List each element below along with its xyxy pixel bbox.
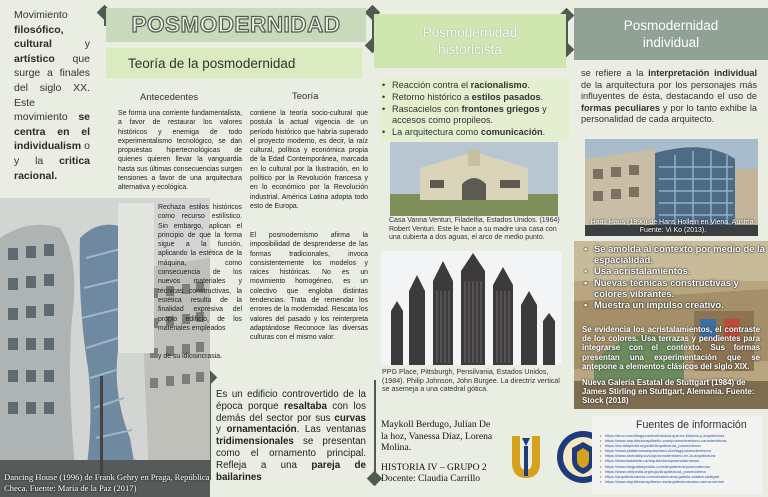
group-label: HISTORIA IV – GRUPO 2 [381, 461, 487, 473]
reference-link[interactable]: • https://www.archdaily.co/co/posmodernismo-en-la-arquitectura [600, 453, 758, 458]
vanna-venturi-caption: Casa Vanna Venturi, Filadelfia, Estados Unidos. (1964) Robert Venturi. Este le hace a su madre una casa con una cubierta a dos aguas, el arco de medio punto. [389, 217, 560, 242]
references-list [600, 433, 758, 491]
teacher-label: Docente: Claudia Carrillo [381, 473, 481, 485]
subtitle-banner [106, 48, 362, 78]
historicista-banner [374, 14, 566, 68]
ppg-place-caption: PPG Place, Pittsburgh, Pensilvania, Estados Unidos, (1984). Philip Johnson, John Burgee. La directriz vertical se asemeja a una catedral gótica. [382, 368, 560, 394]
reference-link[interactable]: • https://www.arquitecturaydiseño.com/posmodernismo-caracteristicas [600, 438, 758, 443]
teoria-text-2: El posmodernismo afirma la imposibilidad de desprenderse de las formas tradicionales, invoca consistentemente los modelos y raíces históricas. No es un movimiento homogéneo, es un colectivo que engloba distintas tendencias. Trata de remendar los errores de la modernidad. Rescata los valores del pasado y los reinterpreta adaptándose Reconoce las diversas culturas con el mismo valor. [250, 232, 368, 342]
haas-haus-caption: Haas Haus (1990) de Hans Hollein en Viena, Austria. Fuente: Vi Ko (2013). [590, 219, 756, 235]
faculty-logo [506, 432, 546, 484]
list-item: • Nuevas técnicas constructivas y colores vibrantes. [584, 277, 766, 299]
title-banner [106, 8, 366, 42]
list-item: • Muestra un impulso creativo. [584, 299, 766, 310]
intro-text: Movimiento filosófico, cultural y artístico que surge a finales del siglo XX. Este movimiento se centra en el individualism o y la critica racional. [14, 9, 90, 182]
authors-block [381, 419, 497, 485]
reference-link[interactable]: • https://arco.com/blog/posmodernidad-que-es-historia-y-arquitectura [600, 433, 758, 438]
antecedentes-heading: Antecedentes [140, 92, 199, 103]
individual-points [584, 243, 766, 310]
ppg-place-photo [381, 251, 562, 365]
antecedentes-text-3: y de su idiosincrasia. [158, 353, 222, 360]
individual-title: Posmodernidad individual [623, 18, 719, 50]
divider-line [374, 380, 376, 475]
reference-link[interactable]: • https://arquitecturaviva.com/obras/nueva-galeria-estatal-stuttgart [600, 474, 758, 479]
reference-link[interactable]: • https://www.urbipedia.org/hoja/Arquitectura_posmoderna [600, 469, 758, 474]
authors-names: Maykoll Berdugo, Julian De la hoz, Vanessa Díaz, Lorena Molina. [381, 419, 493, 454]
dancing-house-description: Es un edificio controvertido de la época porque resaltaba con los demás del sector por sus curvas y ornamentación. Las ventanas tridimensionales se presentan como el ornamento principal. Refleja a una pareja de bailarines [216, 389, 366, 483]
dancing-house-caption: Dancing House (1996) de Frank Gehry en Praga, República Checa. Fuente: Maria de la Paz (2017) [4, 472, 210, 493]
teoria-text: contiene la teoría socio-cultural que postula la actual vigencia de un período histórico que habría superado el proyecto moderno, es decir, la raíz cultural, política y económica propia de la Edad Contemporánea, marcada en lo cultural por la Ilustración, en lo político por la Revolución francesa y en lo económico por la Revolución industrial. América Latina adopta todo esto de Europa. [250, 110, 368, 210]
individual-text: se refiere a la interpretación individual de la arquitectura por los personajes más influyentes de ésta, destacando el uso de formas peculiares y por lo tanto exhibe la personalidad de cada arquitecto. [581, 68, 758, 125]
divider-line [566, 17, 568, 47]
historicista-title: Posmodernidad historicista [422, 25, 518, 57]
antecedentes-text: Se forma una corriente fundamentalista, a favor de restaurar los valores históricos y enemiga de todo experimentalismo tecnológico, se dan propuestas hipertecnológicas de quienes quieren llevar la vanguardia hasta sus últimas consecuencias surgen tensiones a favor de una arquitectura alternativa y ecológica. [118, 110, 242, 192]
list-item: • Usa acristalamientos. [584, 265, 766, 276]
page-subtitle: Teoría de la posmodernidad [128, 55, 296, 71]
vanna-venturi-photo [390, 142, 558, 216]
list-item: • Rascacielos con frontones griegos y accesos como propileos. [380, 104, 570, 128]
list-item: • Reacción contra el racionalismo. [380, 80, 570, 92]
teoria-heading: Teoría [292, 91, 319, 102]
references-title: Fuentes de información [636, 419, 747, 431]
individual-paragraph: Se evidencia los acristalamientos, el contraste de los colores. Usa terrazas y pendientes para integrarse con el contexto. Sus formas presentan una experimentación que se antepone a elementos clásicos del siglo XIX. [582, 325, 760, 371]
individual-banner [574, 8, 768, 60]
reference-link[interactable]: • https://historiadelarte.us/arquitectura/posmodernismo [600, 458, 758, 463]
historicista-list [380, 78, 570, 141]
reference-link[interactable]: • https://www.biografiasyvidas.com/arquitectos/posmodernos [600, 464, 758, 469]
building-photo [118, 203, 154, 353]
stuttgart-caption: Nueva Galería Estatal de Stuttgart (1984) de James Stirling en Stuttgart, Alemania. Fuente: Stock (2018) [582, 378, 755, 406]
list-item: • Se amolda al contexto por medio de la espacialidad. [584, 243, 766, 265]
list-item: • Retorno histórico a estilos pasados. [380, 92, 570, 104]
page-title: POSMODERNIDAD [131, 12, 341, 37]
reference-link[interactable]: • https://es.wikipedia.org/wiki/Arquitectura_posmoderna [600, 443, 758, 448]
antecedentes-text-2: Rechaza estilos históricos como recurso estilístico. Sin embargo, aplican el principio de que la forma sigue a la función, aplicando la estética de la máquina, como consecuencia de los nuevos materiales y técnicas constructivas, la estética resulta de la finalidad expresiva del propio edificio, de los materiales empleados [158, 204, 242, 332]
reference-link[interactable]: • https://www.arquitecturaydiseno.es/arquitectura/casa-vanna-venturi [600, 479, 758, 484]
list-item: • La arquitectura como comunicación. [380, 127, 570, 139]
reference-link[interactable]: • https://www.plataformaarquitectura.cl/cl/tag/posmodernismo [600, 448, 758, 453]
